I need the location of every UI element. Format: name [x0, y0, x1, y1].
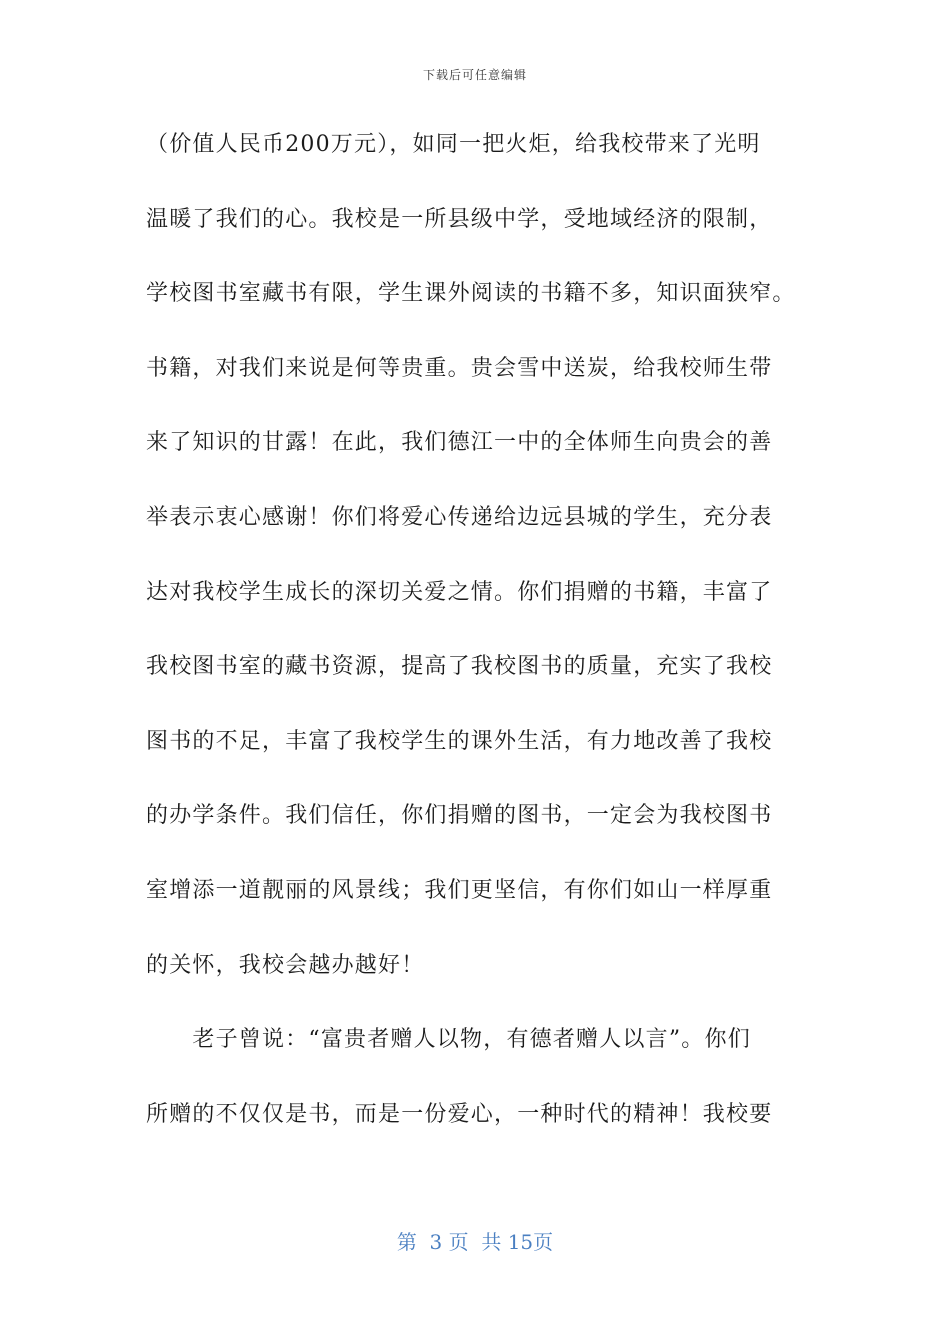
text-line: 室增添一道靓丽的风景线；我们更坚信，有你们如山一样厚重 [146, 877, 773, 903]
text-line: 学校图书室藏书有限，学生课外阅读的书籍不多，知识面狭窄。 [146, 281, 796, 307]
text-line: （价值人民币200万元），如同一把火炬，给我校带来了光明 [146, 132, 761, 157]
text-line: 达对我校学生成长的深切关爱之情。你们捐赠的书籍，丰富了 [146, 579, 773, 605]
text-line: 图书的不足，丰富了我校学生的课外生活，有力地改善了我校 [146, 728, 773, 754]
text-line: 书籍，对我们来说是何等贵重。贵会雪中送炭，给我校师生带 [146, 355, 773, 381]
text-line: 温暖了我们的心。我校是一所县级中学，受地域经济的限制， [146, 206, 773, 232]
page-header: 下载后可任意编辑 [422, 68, 527, 82]
text-line: 的办学条件。我们信任，你们捐赠的图书，一定会为我校图书 [146, 803, 773, 829]
text-line: 所赠的不仅仅是书，而是一份爱心，一种时代的精神！我校要 [146, 1101, 773, 1127]
text-line: 来了知识的甘露！在此，我们德江一中的全体师生向贵会的善 [146, 430, 773, 456]
text-line: 的关怀，我校会越办越好！ [146, 952, 425, 978]
document-body [146, 122, 806, 1166]
text-line: 举表示衷心感谢！你们将爱心传递给边远县城的学生，充分表 [146, 504, 773, 530]
page-number-footer: 第 3 页 共 15页 [396, 1230, 554, 1254]
text-line: 老子曾说：“富贵者赠人以物，有德者赠人以言”。你们 [146, 1027, 751, 1053]
text-line: 我校图书室的藏书资源，提高了我校图书的质量，充实了我校 [146, 654, 773, 680]
